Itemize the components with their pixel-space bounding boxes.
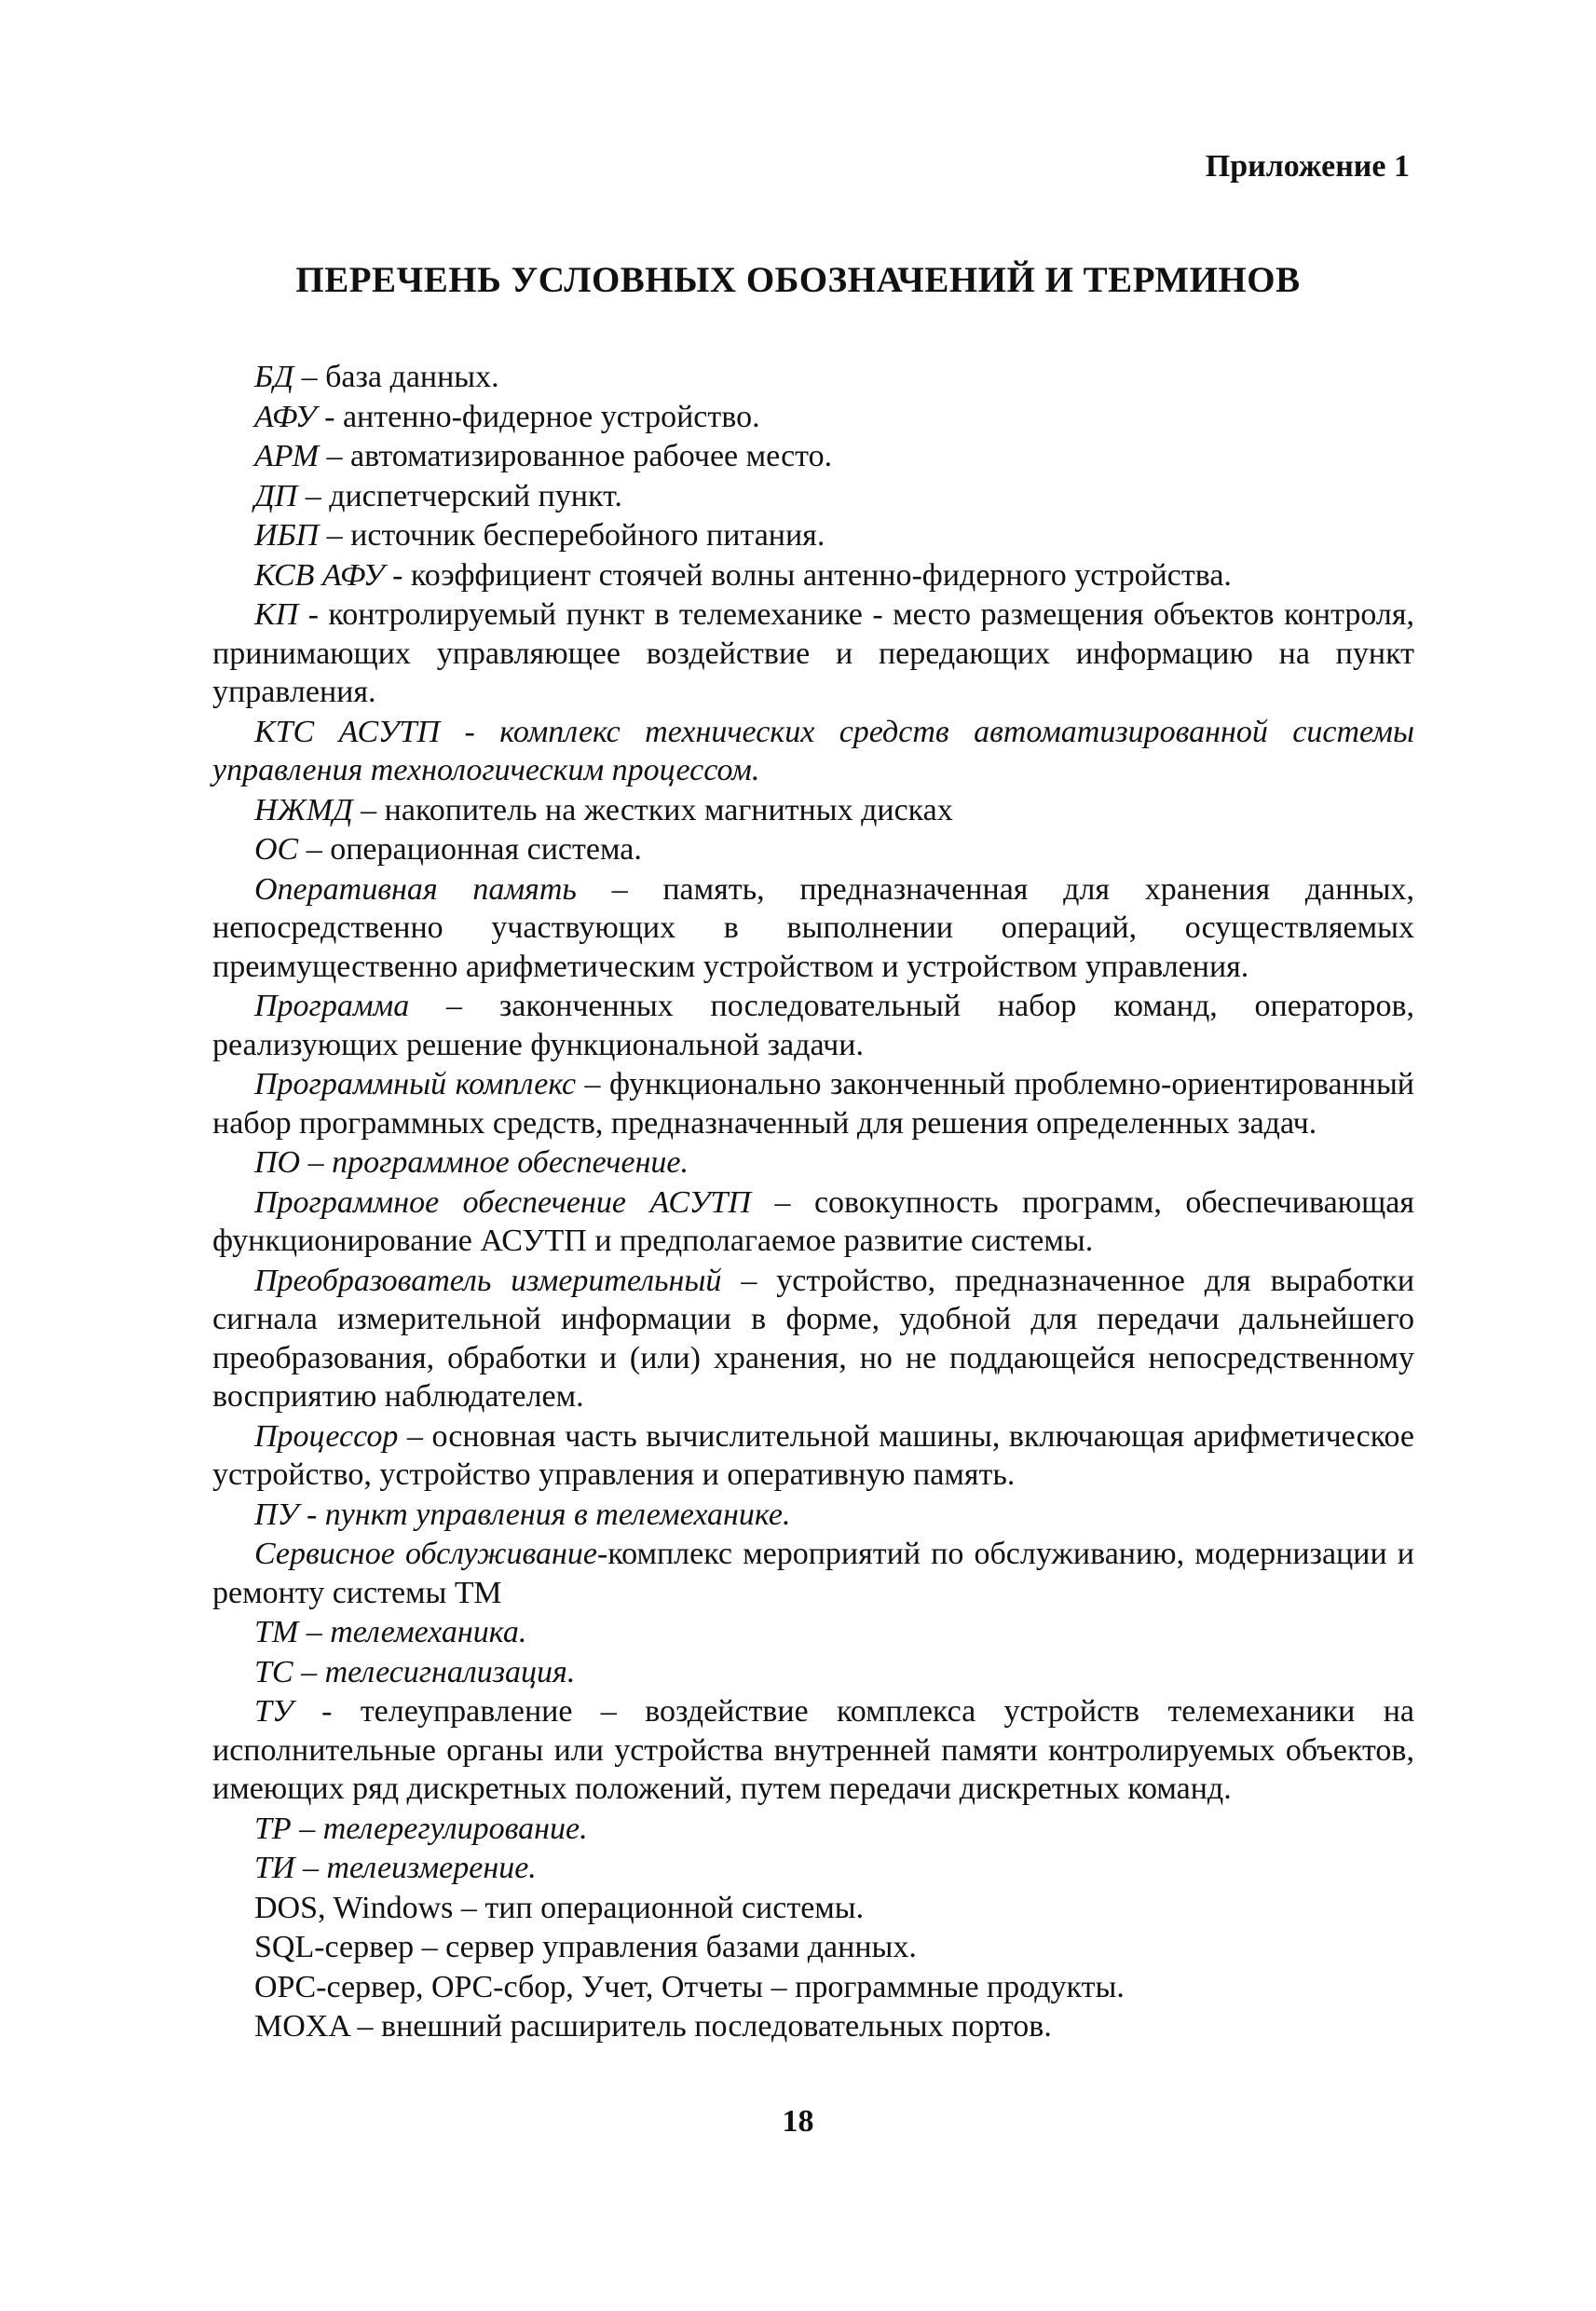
glossary-term: Преобразователь измерительный xyxy=(254,1263,722,1298)
glossary-term: ОС xyxy=(254,832,299,867)
glossary-entry xyxy=(212,1928,1414,1967)
glossary-entry xyxy=(212,1183,1414,1261)
glossary-separator: – xyxy=(300,1145,333,1180)
glossary-term: Сервисное обслуживание xyxy=(254,1537,597,1571)
glossary-definition: основная часть вычислительной машины, включающая арифметическое устройство, устройство управления и оперативную память. xyxy=(212,1418,1414,1492)
glossary-separator: - xyxy=(596,1537,608,1571)
glossary-separator: – xyxy=(398,1418,432,1454)
glossary-entry xyxy=(212,1653,1414,1692)
glossary-term: НЖМД xyxy=(254,792,353,827)
glossary-definition: MOXA – внешний расширитель последовательных портов. xyxy=(254,2009,1052,2044)
glossary-separator: – xyxy=(298,1615,331,1649)
glossary-definition: антенно-фидерное устройство. xyxy=(342,399,760,434)
glossary-term: АРМ xyxy=(254,439,320,473)
glossary-separator: – xyxy=(576,871,663,907)
glossary-entry xyxy=(212,437,1414,476)
glossary-separator: – xyxy=(298,832,331,867)
glossary-separator: – xyxy=(721,1263,777,1298)
glossary-entry xyxy=(212,870,1414,987)
glossary-definition: база данных. xyxy=(325,360,499,394)
glossary-term: АФУ xyxy=(254,399,317,434)
glossary-term: ПО xyxy=(254,1145,301,1180)
glossary-separator: – xyxy=(576,1067,609,1101)
glossary-definition: законченных последовательный набор команд, операторов, реализующих решение функциональной задачи. xyxy=(212,989,1414,1062)
glossary-definition: совокупность программ, обеспечивающая функционирование АСУТП и предполагаемое развитие системы. xyxy=(212,1184,1414,1258)
glossary-definition: автоматизированное рабочее место. xyxy=(350,439,833,473)
glossary-entry xyxy=(212,2007,1414,2046)
glossary-definition: устройство, предназначенное для выработки сигнала измерительной информации в форме, удобной для передачи дальнейшего преобразования, обработки и (или) хранения, но не поддающейся непосредственному восприятию наблюдателем. xyxy=(212,1263,1415,1414)
glossary-definition: память, предназначенная для хранения данных, непосредственно участвующих в выполнении операций, осуществляемых преимущественно арифметическим устройством и устройством управления. xyxy=(212,871,1414,984)
glossary-separator: – xyxy=(750,1184,814,1220)
glossary-definition: телеуправление – воздействие комплекса устройств телемеханики на исполнительные органы или устройства внутренней памяти контролируемых объектов, имеющих ряд дискретных положений, путем передачи дискретных команд. xyxy=(212,1694,1414,1806)
glossary-definition: накопитель на жестких магнитных дисках xyxy=(384,792,953,827)
glossary-term: ИБП xyxy=(254,518,320,553)
glossary-separator: – xyxy=(291,1811,323,1846)
glossary-entry xyxy=(212,1889,1414,1928)
glossary-term: Процессор xyxy=(254,1418,399,1454)
glossary-definition: коэффициент стоячей волны антенно-фидерного устройства. xyxy=(410,557,1232,593)
glossary-entry xyxy=(212,1262,1414,1416)
glossary-entry xyxy=(212,477,1414,516)
glossary-definition: диспетчерский пункт. xyxy=(329,478,622,513)
glossary-term: ДП xyxy=(254,478,298,513)
glossary-definition: комплекс технических средств автоматизированной системы управления технологическим процессом. xyxy=(212,714,1415,787)
glossary-definition: программное обеспечение. xyxy=(332,1145,689,1180)
glossary-term: Программный комплекс xyxy=(254,1067,577,1101)
glossary-entry xyxy=(212,1968,1414,2007)
page-number: 18 xyxy=(782,2104,814,2139)
glossary-entry xyxy=(212,1417,1414,1495)
glossary-term: Программа xyxy=(254,989,410,1023)
glossary-separator: – xyxy=(293,360,326,394)
glossary-definition: телесигнализация. xyxy=(324,1654,576,1689)
glossary-separator: - xyxy=(298,1497,325,1532)
glossary-list xyxy=(212,358,1414,2047)
glossary-term: ТМ xyxy=(254,1615,299,1649)
glossary-term: Оперативная память xyxy=(254,871,577,907)
glossary-definition: OPC-сервер, OPC-сбор, Учет, Отчеты – программные продукты. xyxy=(254,1969,1125,2004)
glossary-separator: - xyxy=(293,1694,361,1729)
glossary-entry xyxy=(212,1143,1414,1183)
glossary-separator: – xyxy=(352,792,385,827)
glossary-term: КСВ АФУ xyxy=(254,557,385,593)
glossary-entry xyxy=(212,595,1414,712)
glossary-entry xyxy=(212,1496,1414,1535)
glossary-entry xyxy=(212,556,1414,595)
glossary-term: ТИ xyxy=(254,1851,295,1885)
glossary-definition: телеизмерение. xyxy=(326,1851,537,1885)
glossary-definition: комплекс мероприятий по обслуживанию, модернизации и ремонту системы ТМ xyxy=(212,1537,1414,1610)
glossary-separator: - xyxy=(440,714,500,749)
glossary-entry xyxy=(212,1810,1414,1849)
glossary-separator: – xyxy=(294,1851,327,1885)
glossary-definition: телемеханика. xyxy=(330,1615,527,1649)
glossary-separator: - xyxy=(384,557,411,593)
glossary-definition: контролируемый пункт в телемеханике - место размещения объектов контроля, принимающих управляющее воздействие и передающих информацию на пункт управления. xyxy=(212,597,1415,709)
glossary-entry xyxy=(212,1065,1414,1142)
glossary-term: ТУ xyxy=(254,1694,293,1729)
page-title: ПЕРЕЧЕНЬ УСЛОВНЫХ ОБОЗНАЧЕНИЙ И ТЕРМИНОВ xyxy=(295,260,1301,300)
glossary-separator: – xyxy=(293,1654,325,1689)
glossary-entry xyxy=(212,358,1414,397)
glossary-entry xyxy=(212,791,1414,830)
glossary-definition: телерегулирование. xyxy=(322,1811,588,1846)
glossary-definition: операционная система. xyxy=(330,832,642,867)
glossary-term: КТС АСУТП xyxy=(254,714,441,749)
glossary-definition: SQL-сервер – сервер управления базами данных. xyxy=(254,1930,917,1964)
glossary-separator: – xyxy=(297,478,330,513)
glossary-entry xyxy=(212,1535,1414,1612)
glossary-separator: - xyxy=(298,597,329,632)
glossary-entry xyxy=(212,987,1414,1064)
glossary-term: Программное обеспечение АСУТП xyxy=(254,1184,751,1220)
glossary-separator: – xyxy=(409,989,499,1023)
glossary-term: БД xyxy=(254,360,294,394)
glossary-term: ПУ xyxy=(254,1497,299,1532)
glossary-definition: функционально законченный проблемно-ориентированный набор программных средств, предназначенный для решения определенных задач. xyxy=(212,1067,1415,1141)
glossary-entry xyxy=(212,516,1414,555)
glossary-definition: источник бесперебойного питания. xyxy=(350,518,825,553)
glossary-separator: - xyxy=(316,399,343,434)
glossary-definition: пункт управления в телемеханике. xyxy=(324,1497,791,1532)
glossary-definition: DOS, Windows – тип операционной системы. xyxy=(254,1890,865,1925)
glossary-entry xyxy=(212,713,1414,790)
glossary-separator: – xyxy=(319,439,351,473)
glossary-entry xyxy=(212,398,1414,437)
glossary-term: ТС xyxy=(254,1654,293,1689)
glossary-term: КП xyxy=(254,597,299,632)
glossary-entry xyxy=(212,1849,1414,1888)
glossary-term: ТР xyxy=(254,1811,292,1846)
glossary-separator: – xyxy=(319,518,351,553)
glossary-entry xyxy=(212,830,1414,869)
glossary-entry xyxy=(212,1692,1414,1809)
appendix-label: Приложение 1 xyxy=(1205,149,1410,184)
glossary-entry xyxy=(212,1613,1414,1652)
